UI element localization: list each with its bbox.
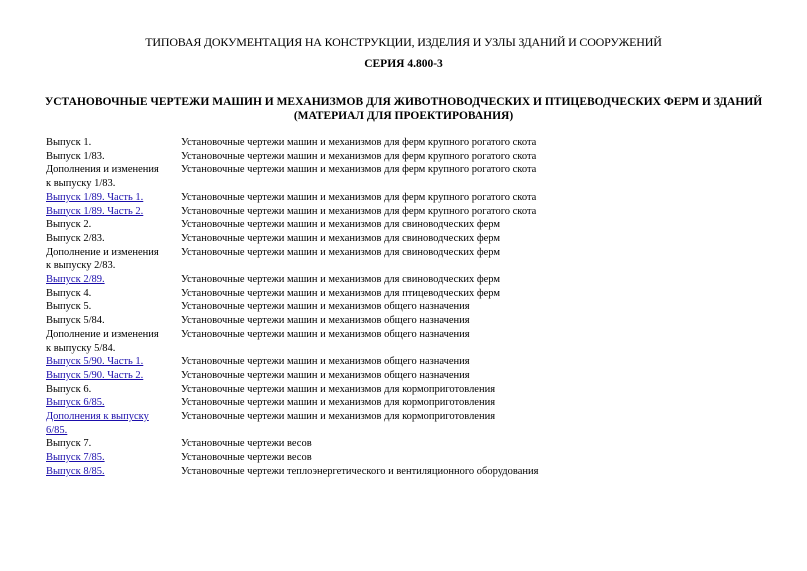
issue-row: [46, 437, 766, 451]
issue-description: Установочные чертежи машин и механизмов для кормоприготовления: [181, 383, 496, 395]
issue-description: Установочные чертежи машин и механизмов общего назначения: [181, 315, 470, 327]
issue-cell: [46, 410, 181, 437]
issue-cell: [46, 246, 181, 273]
issue-cell: [46, 205, 181, 219]
issue-link[interactable]: Выпуск 8/85.: [46, 465, 105, 477]
issue-row: [46, 451, 766, 465]
issue-row: [46, 314, 766, 328]
issue-description: Установочные чертежи машин и механизмов общего назначения: [181, 369, 470, 381]
issue-row: [46, 232, 766, 246]
issue-description: Установочные чертежи машин и механизмов для кормоприготовления: [181, 397, 496, 409]
issue-row: [46, 300, 766, 314]
issue-description: Установочные чертежи машин и механизмов общего назначения: [181, 301, 470, 313]
issue-cell: [46, 273, 181, 287]
issue-cell: [46, 396, 181, 410]
issue-link[interactable]: Выпуск 7/85.: [46, 452, 105, 464]
issue-label: Выпуск 4.: [46, 287, 92, 299]
issue-row: [46, 355, 766, 369]
issue-description: Установочные чертежи машин и механизмов для свиноводческих ферм: [181, 274, 501, 286]
issue-cell: [46, 150, 181, 164]
section-heading-line-1: УСТАНОВОЧНЫЕ ЧЕРТЕЖИ МАШИН И МЕХАНИЗМОВ ДЛЯ ЖИВОТНОВОДЧЕСКИХ И ПТИЦЕВОДЧЕСКИХ ФЕРМ И ЗДАНИЙ: [44, 96, 763, 108]
issue-cell: [46, 328, 181, 355]
issue-row: [46, 163, 766, 190]
issue-row: [46, 191, 766, 205]
issue-cell: [46, 369, 181, 383]
issue-label-continued: к выпуску 1/83.: [46, 178, 116, 190]
issue-row: [46, 246, 766, 273]
issue-link[interactable]: Выпуск 1/89. Часть 2.: [46, 205, 144, 217]
issue-row: [46, 410, 766, 437]
issue-cell: [46, 191, 181, 205]
issue-row: [46, 136, 766, 150]
issue-link[interactable]: Выпуск 2/89.: [46, 274, 105, 286]
issue-label-continued: к выпуску 2/83.: [46, 260, 116, 272]
issue-label: Выпуск 2/83.: [46, 232, 105, 244]
issue-description: Установочные чертежи машин и механизмов для ферм крупного рогатого скота: [181, 137, 537, 148]
issue-description: Установочные чертежи машин и механизмов общего назначения: [181, 356, 470, 368]
issue-cell: [46, 232, 181, 246]
issue-list: [46, 136, 766, 479]
issue-row: [46, 205, 766, 219]
issue-cell: [46, 163, 181, 190]
issue-cell: [46, 383, 181, 397]
issue-row: [46, 273, 766, 287]
issue-label: Выпуск 6.: [46, 383, 92, 395]
issue-cell: [46, 355, 181, 369]
issue-description: Установочные чертежи машин и механизмов для свиноводческих ферм: [181, 246, 501, 258]
issue-cell: [46, 136, 181, 150]
issue-link[interactable]: Выпуск 1/89. Часть 1.: [46, 191, 144, 203]
issue-cell: [46, 287, 181, 301]
document-title: ТИПОВАЯ ДОКУМЕНТАЦИЯ НА КОНСТРУКЦИИ, ИЗДЕЛИЯ И УЗЛЫ ЗДАНИЙ И СООРУЖЕНИЙ: [145, 35, 662, 49]
issue-cell: [46, 314, 181, 328]
issue-label: Выпуск 1.: [46, 137, 92, 148]
section-heading-line-2: (МАТЕРИАЛ ДЛЯ ПРОЕКТИРОВАНИЯ): [293, 110, 514, 122]
issue-row: [46, 150, 766, 164]
issue-description: Установочные чертежи машин и механизмов для кормоприготовления: [181, 411, 496, 423]
issue-label: Дополнение и изменения: [46, 246, 159, 258]
issue-cell: [46, 300, 181, 314]
issue-link[interactable]: Выпуск 5/90. Часть 1.: [46, 356, 144, 368]
issue-description: Установочные чертежи весов: [181, 452, 312, 464]
issue-row: [46, 369, 766, 383]
issue-link-continued[interactable]: 6/85.: [46, 424, 68, 436]
issue-label: Выпуск 7.: [46, 438, 92, 450]
issue-cell: [46, 465, 181, 479]
issue-cell: [46, 218, 181, 232]
issue-description: Установочные чертежи машин и механизмов для свиноводческих ферм: [181, 232, 501, 244]
issue-description: Установочные чертежи весов: [181, 438, 312, 450]
issue-link[interactable]: Дополнения к выпуску: [46, 411, 149, 423]
issue-description: Установочные чертежи машин и механизмов для ферм крупного рогатого скота: [181, 164, 537, 176]
issue-label: Выпуск 1/83.: [46, 150, 105, 162]
issue-link[interactable]: Выпуск 6/85.: [46, 397, 105, 409]
issue-cell: [46, 451, 181, 465]
issue-row: [46, 328, 766, 355]
issue-label: Выпуск 5/84.: [46, 315, 105, 327]
issue-description: Установочные чертежи теплоэнергетического и вентиляционного оборудования: [181, 465, 539, 477]
issue-description: Установочные чертежи машин и механизмов для ферм крупного рогатого скота: [181, 205, 537, 217]
issue-description: Установочные чертежи машин и механизмов для ферм крупного рогатого скота: [181, 191, 537, 203]
issue-description: Установочные чертежи машин и механизмов для свиноводческих ферм: [181, 219, 501, 231]
issue-cell: [46, 437, 181, 451]
issue-row: [46, 218, 766, 232]
issue-description: Установочные чертежи машин и механизмов для ферм крупного рогатого скота: [181, 150, 537, 162]
issue-link[interactable]: Выпуск 5/90. Часть 2.: [46, 369, 144, 381]
series-label: СЕРИЯ 4.800-3: [364, 58, 443, 70]
issue-description: Установочные чертежи машин и механизмов общего назначения: [181, 328, 470, 340]
issue-description: Установочные чертежи машин и механизмов для птицеводческих ферм: [181, 287, 501, 299]
issue-label: Дополнения и изменения: [46, 164, 159, 176]
issue-row: [46, 383, 766, 397]
issue-label: Выпуск 5.: [46, 301, 92, 313]
issue-row: [46, 396, 766, 410]
issue-row: [46, 287, 766, 301]
issue-label: Дополнение и изменения: [46, 328, 159, 340]
section-heading: [0, 95, 807, 123]
issue-label-continued: к выпуску 5/84.: [46, 342, 116, 354]
issue-label: Выпуск 2.: [46, 219, 92, 231]
issue-row: [46, 465, 766, 479]
